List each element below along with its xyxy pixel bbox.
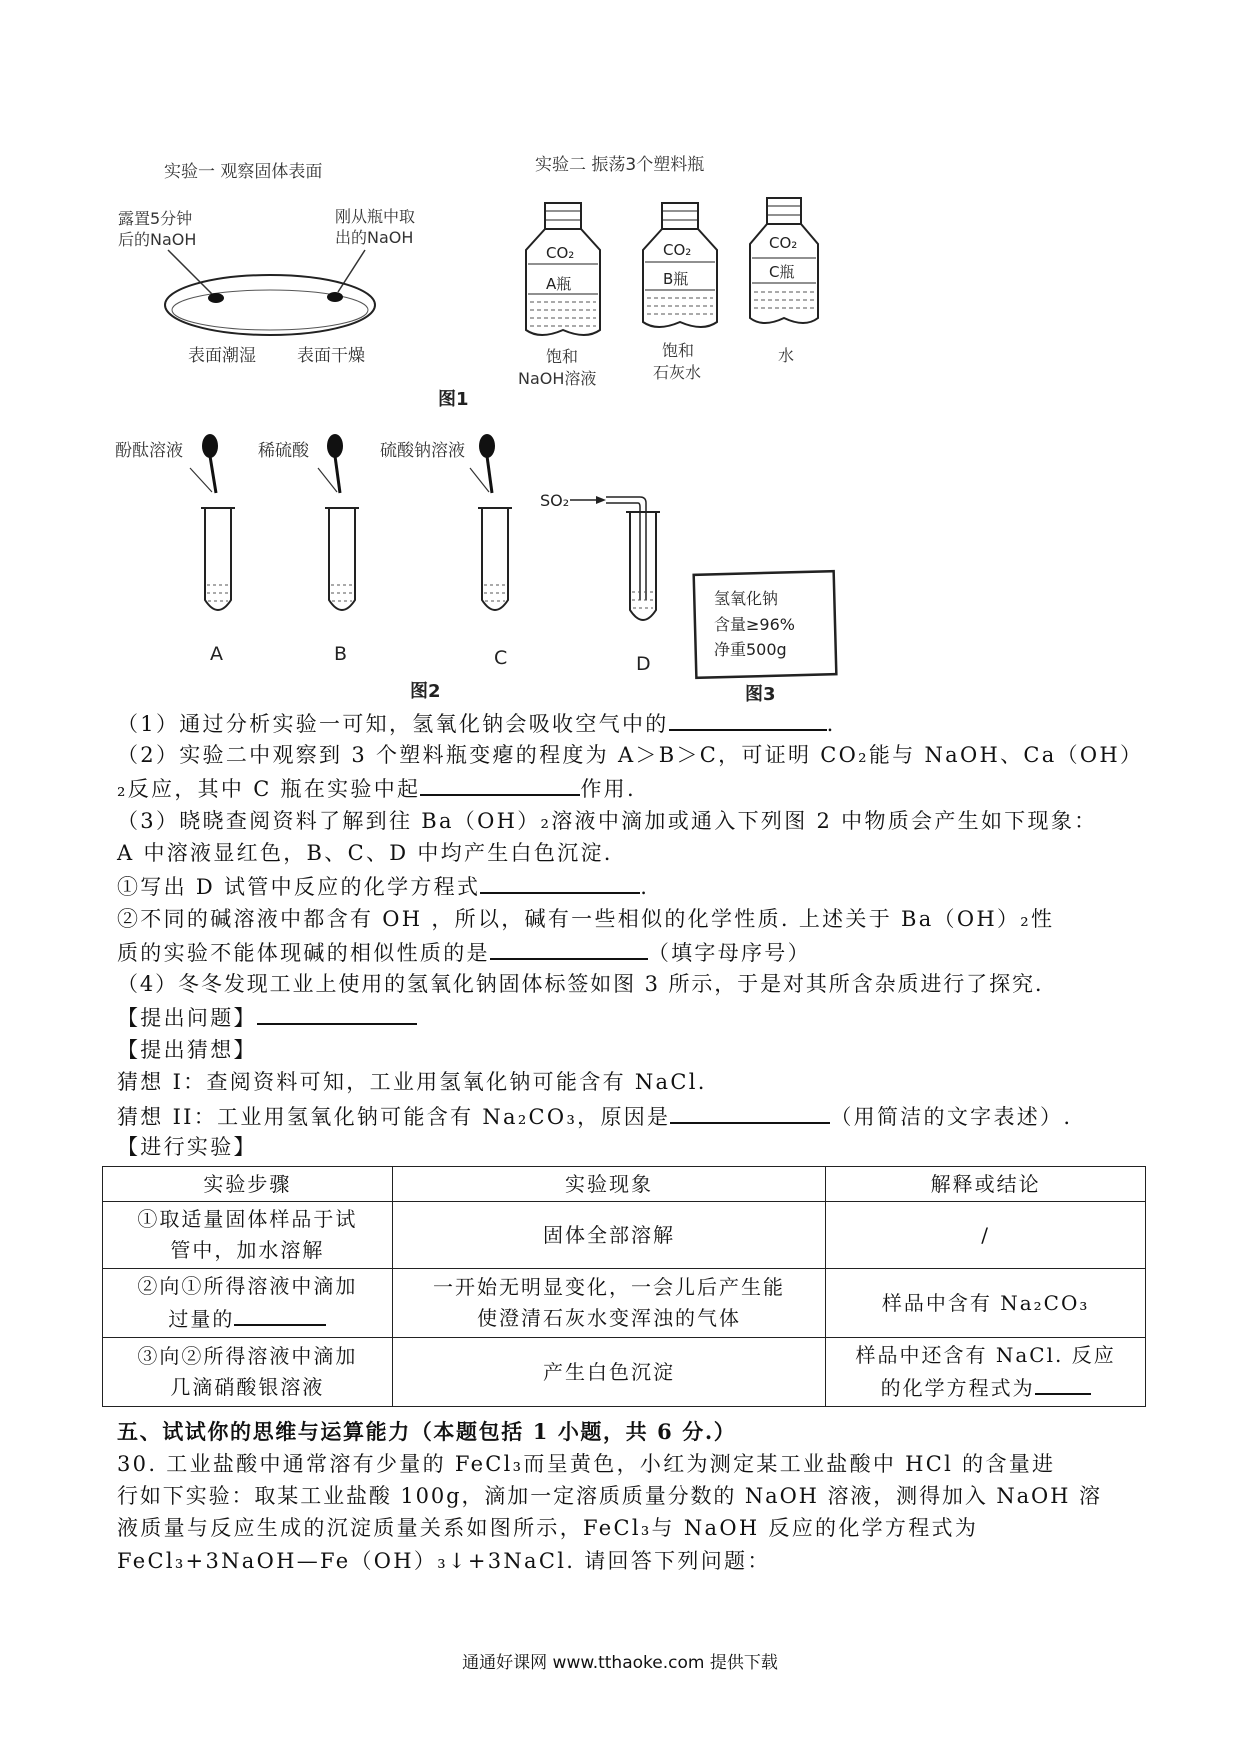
phenomenon-cell: 产生白色沉淀 [392,1338,826,1407]
answer-blank-5[interactable] [257,1001,417,1025]
raise-question [117,1001,417,1033]
dropper-c [479,434,495,493]
problem-30-line-3: 液质量与反应生成的沉淀质量关系如图所示，FeCl₃与 NaOH 反应的化学方程式为 [117,1516,979,1540]
phenomenon-cell: 一开始无明显变化，一会儿后产生能 使澄清石灰水变浑浊的气体 [392,1269,826,1338]
answer-blank-1[interactable] [669,707,827,731]
table-row [103,1269,1146,1338]
svg-text:B瓶: B瓶 [663,270,689,288]
step-cell: ②向①所得溶液中滴加 过量的 [103,1269,393,1338]
header-step: 实验步骤 [103,1167,393,1202]
experiment-heading: 【进行实验】 [117,1135,257,1159]
svg-text:氢氧化钠: 氢氧化钠 [714,589,779,608]
figure-1 [0,0,1240,420]
question-3-line-1: （3）晓晓查阅资料了解到往 Ba（OH）₂溶液中滴加或通入下列图 2 中物质会产生如下现象： [117,809,1098,833]
bottle-c-caption: 水 [778,346,795,365]
guess-2-text: 猜想 II：工业用氢氧化钠可能含有 Na₂CO₃，原因是 [117,1105,671,1129]
tube-b-letter: B [334,643,348,665]
table-row [103,1338,1146,1407]
figure-3-caption: 图3 [745,684,776,705]
svg-text:A瓶: A瓶 [546,275,572,293]
question-1-text: （1）通过分析实验一可知，氢氧化钠会吸收空气中的 [117,712,669,736]
test-tube-c [478,508,512,610]
question-1-end: . [826,712,836,736]
question-3-sub-2-line-1: ②不同的碱溶液中都含有 OH ，所以，碱有一些相似的化学性质. 上述关于 Ba（OH）₂性 [117,907,1055,931]
svg-text:净重500g: 净重500g [714,640,787,659]
tube-b-reagent: 稀硫酸 [258,441,309,461]
tube-c-reagent: 硫酸钠溶液 [380,441,465,461]
conclusion-cell: 样品中还含有 NaCl. 反应 的化学方程式为 [826,1338,1146,1407]
bottle-a [526,203,600,335]
problem-30-line-2: 行如下实验：取某工业盐酸 100g，滴加一定溶质质量分数的 NaOH 溶液，测得加入 NaOH 溶 [117,1484,1102,1508]
tube-d-letter: D [636,653,651,675]
naoh-sample-left [208,293,224,303]
svg-text:含量≥96%: 含量≥96% [714,615,795,634]
problem-30-line-1: 30. 工业盐酸中通常溶有少量的 FeCl₃而呈黄色，小红为测定某工业盐酸中 HCl 的含量进 [117,1452,1056,1476]
figure-2-caption: 图2 [410,681,441,702]
exp1-label-right-1: 刚从瓶中取 [335,207,416,226]
exp1-label-left-2: 后的NaOH [118,230,197,249]
naoh-sample-right [327,292,343,302]
conclusion-cell: / [826,1202,1146,1269]
test-tube-a [201,508,235,610]
problem-30-line-4: FeCl₃+3NaOH—Fe（OH）₃↓+3NaCl. 请回答下列问题： [117,1549,771,1573]
exp1-label-right-2: 出的NaOH [335,228,414,247]
question-3-sub-1-text: ①写出 D 试管中反应的化学方程式 [117,875,481,899]
table-header-row [103,1167,1146,1202]
tube-a-reagent: 酚酞溶液 [115,441,183,461]
tube-a-letter: A [210,643,223,665]
question-3-line-2: A 中溶液显红色，B、C、D 中均产生白色沉淀. [117,841,613,865]
conclusion-cell: 样品中含有 Na₂CO₃ [826,1269,1146,1338]
guess-2 [117,1100,1072,1132]
question-2-line-2 [117,772,636,804]
exp1-surface-left: 表面潮湿 [188,346,256,366]
page-footer: 通通好课网 www.tthaoke.com 提供下载 [462,1653,778,1673]
answer-blank-6[interactable] [670,1100,830,1124]
question-2-end: 作用. [580,777,636,801]
test-tube-b [325,508,359,610]
guess-heading: 【提出猜想】 [117,1038,257,1062]
guess-2-end: （用简洁的文字表述）. [830,1105,1073,1129]
tube-d-gas: SO₂ [540,491,570,510]
step-cell: ③向②所得溶液中滴加 几滴硝酸银溶液 [103,1338,393,1407]
step-cell: ①取适量固体样品于试 管中，加水溶解 [103,1202,393,1269]
figure-1-caption: 图1 [438,389,469,410]
exp1-surface-right: 表面干燥 [297,346,365,366]
header-conclusion: 解释或结论 [826,1167,1146,1202]
answer-blank-8[interactable] [1035,1371,1091,1395]
bottle-b-caption-1: 饱和 [662,341,695,360]
figure-2 [0,420,1240,710]
bottle-b-caption-2: 石灰水 [653,363,702,382]
header-phenomenon: 实验现象 [392,1167,826,1202]
answer-blank-7[interactable] [234,1302,326,1326]
naoh-product-label [694,571,837,678]
question-2-line-1: （2）实验二中观察到 3 个塑料瓶变瘪的程度为 A＞B＞C，可证明 CO₂能与 NaOH、Ca（OH） [117,743,1144,767]
svg-text:CO₂: CO₂ [769,234,798,252]
answer-blank-4[interactable] [490,936,648,960]
answer-blank-3[interactable] [480,870,640,894]
svg-text:CO₂: CO₂ [663,241,692,259]
question-3-sub-1-end: . [640,875,650,899]
dropper-b [327,434,343,493]
bottle-b [643,203,717,327]
question-3-sub-1 [117,870,649,902]
svg-text:C瓶: C瓶 [769,263,795,281]
question-3-sub-2-end: （填字母序号） [647,941,811,965]
exp2-title: 实验二 振荡3个塑料瓶 [535,155,705,175]
question-1 [117,707,836,739]
tube-c-letter: C [494,647,508,669]
question-3-sub-2-line-2 [117,936,811,968]
question-4: （4）冬冬发现工业上使用的氢氧化钠固体标签如图 3 所示，于是对其所含杂质进行了探究. [117,972,1044,996]
exp1-label-left-1: 露置5分钟 [118,209,193,228]
experiment-table [102,1166,1146,1407]
question-2-text: ₂反应，其中 C 瓶在实验中起 [117,777,421,801]
phenomenon-cell: 固体全部溶解 [392,1202,826,1269]
watch-glass [165,275,375,335]
raise-question-label: 【提出问题】 [117,1006,257,1030]
svg-text:CO₂: CO₂ [546,244,575,262]
answer-blank-2[interactable] [420,772,580,796]
table-row [103,1202,1146,1269]
question-3-sub-2-text: 质的实验不能体现碱的相似性质的是 [117,941,490,965]
test-tube-d [626,512,660,620]
bottle-a-caption-1: 饱和 [546,347,579,366]
bottle-a-caption-2: NaOH溶液 [518,369,597,388]
bottle-c [750,198,818,323]
exp1-title: 实验一 观察固体表面 [164,162,323,182]
guess-1: 猜想 I：查阅资料可知，工业用氢氧化钠可能含有 NaCl. [117,1070,707,1094]
section-5-heading: 五、试试你的思维与运算能力（本题包括 1 小题，共 6 分.） [117,1419,737,1444]
